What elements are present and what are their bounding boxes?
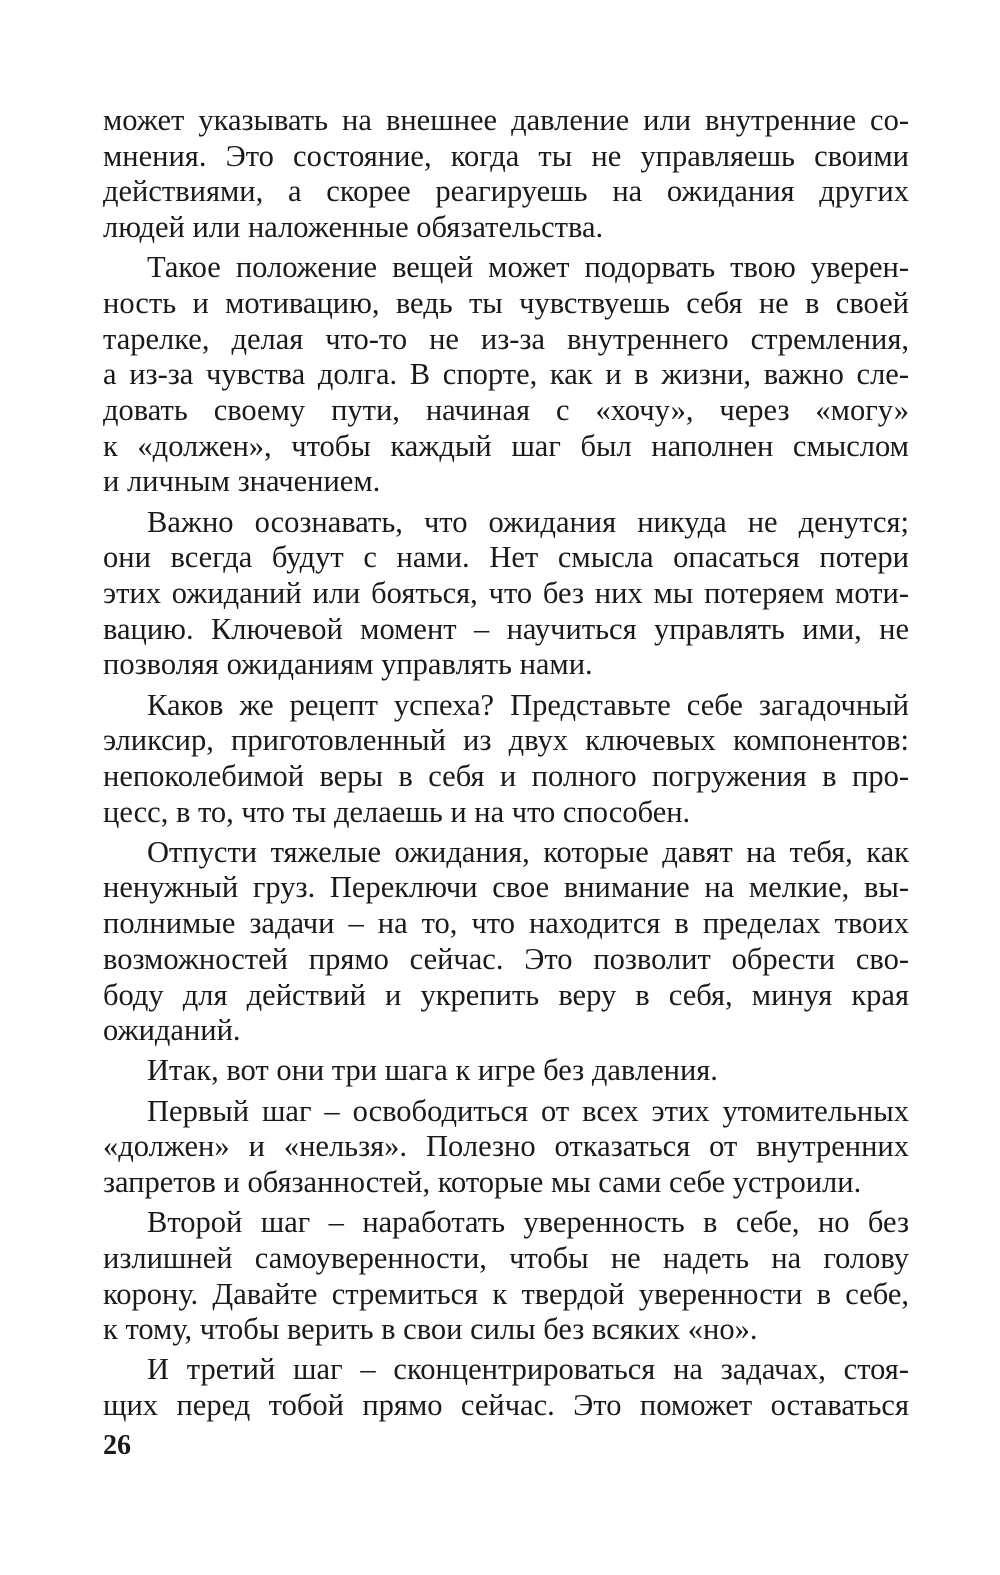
text-line: вацию. Ключевой момент – научиться управлять ими, не <box>103 611 909 646</box>
text-line: Такое положение вещей может подорвать твою уверен- <box>147 250 909 285</box>
paragraph <box>103 505 909 683</box>
text-line: действиями, а скорее реагируешь на ожидания других <box>103 174 909 209</box>
paragraph <box>103 1094 909 1201</box>
text-line: а из-за чувства долга. В спорте, как и в жизни, важно сле- <box>103 357 909 392</box>
paragraph <box>103 1053 909 1089</box>
text-line: может указывать на внешнее давление или внутренние со- <box>103 103 909 137</box>
text-line: излишней самоуверенности, чтобы не надеть на голову <box>103 1240 909 1275</box>
text-line: полнимые задачи – на то, что находится в пределах твоих <box>103 906 909 941</box>
text-line: они всегда будут с нами. Нет смысла опасаться потери <box>103 540 909 575</box>
text-line: мнения. Это состояние, когда ты не управляешь своими <box>103 138 909 173</box>
paragraph <box>103 688 909 831</box>
text-line: людей или наложенные обязательства. <box>103 210 604 245</box>
page-number: 26 <box>103 1430 131 1461</box>
text-line: цесс, в то, что ты делаешь и на что способен. <box>103 794 691 829</box>
paragraph <box>103 250 909 500</box>
text-line: Отпусти тяжелые ожидания, которые давят на тебя, как <box>147 834 909 869</box>
text-line: позволяя ожиданиям управлять нами. <box>103 647 593 682</box>
paragraph <box>103 103 909 246</box>
text-line: к тому, чтобы верить в свои силы без всяких «но». <box>103 1312 758 1347</box>
text-line: ненужный груз. Переключи свое внимание на мелкие, вы- <box>103 870 909 905</box>
paragraph <box>103 835 909 1049</box>
paragraph <box>103 1352 909 1423</box>
text-line: И третий шаг – сконцентрироваться на задачах, стоя- <box>147 1352 909 1387</box>
text-line: эликсир, приготовленный из двух ключевых компонентов: <box>103 723 909 758</box>
text-line: Второй шаг – наработать уверенность в себе, но без <box>147 1205 909 1240</box>
text-line: тарелке, делая что-то не из-за внутреннего стремления, <box>103 321 909 356</box>
paragraph <box>103 1205 909 1348</box>
text-line: «должен» и «нельзя». Полезно отказаться от внутренних <box>103 1129 909 1164</box>
text-line: непоколебимой веры в себя и полного погружения в про- <box>103 758 909 793</box>
text-line: Первый шаг – освободиться от всех этих утомительных <box>147 1093 909 1128</box>
text-line: этих ожиданий или бояться, что без них мы потеряем моти- <box>103 575 909 610</box>
text-line: и личным значением. <box>103 464 381 499</box>
text-line: к «должен», чтобы каждый шаг был наполнен смыслом <box>103 428 909 463</box>
text-line: запретов и обязанностей, которые мы сами себе устроили. <box>103 1164 862 1199</box>
text-line: ность и мотивацию, ведь ты чувствуешь себя не в своей <box>103 285 909 320</box>
text-line: возможностей прямо сейчас. Это позволит обрести сво- <box>103 941 909 976</box>
text-line: Каков же рецепт успеха? Представьте себе загадочный <box>147 687 909 722</box>
page-text-body <box>103 103 909 1424</box>
text-line: Важно осознавать, что ожидания никуда не денутся; <box>147 504 909 539</box>
text-line: Итак, вот они три шага к игре без давления. <box>147 1053 718 1088</box>
text-line: щих перед тобой прямо сейчас. Это поможет оставаться <box>103 1388 909 1423</box>
text-line: ожиданий. <box>103 1013 241 1048</box>
text-line: боду для действий и укрепить веру в себя, минуя края <box>103 977 909 1012</box>
text-line: корону. Давайте стремиться к твердой уверенности в себе, <box>103 1276 909 1311</box>
text-line: довать своему пути, начиная с «хочу», через «могу» <box>103 393 909 427</box>
